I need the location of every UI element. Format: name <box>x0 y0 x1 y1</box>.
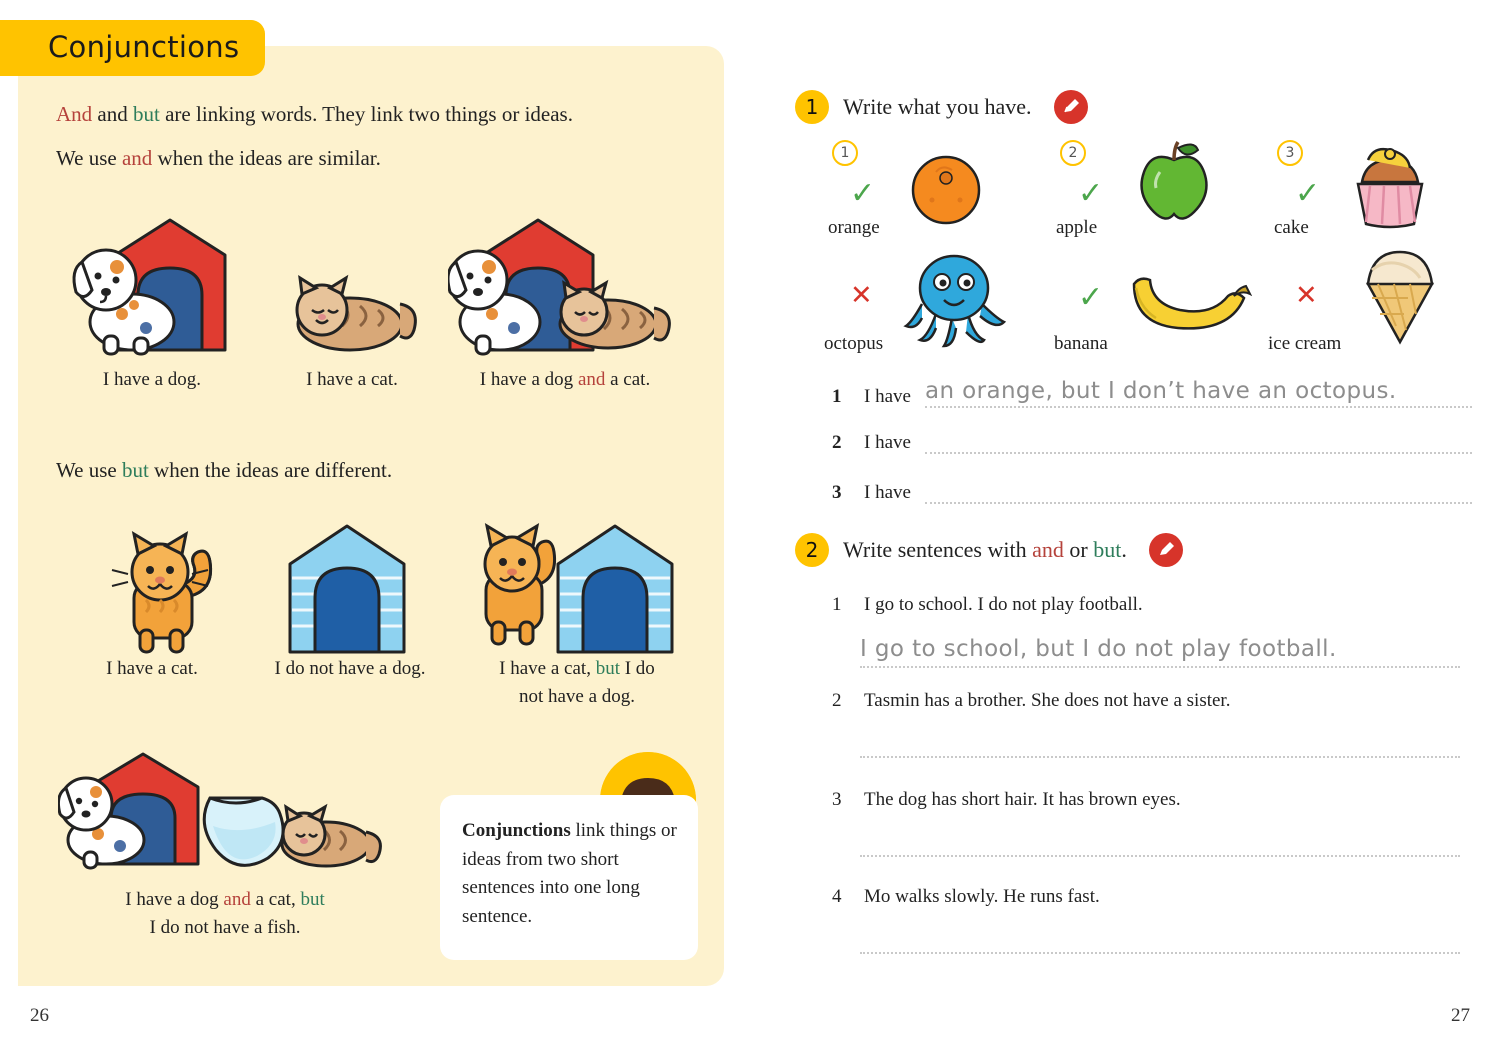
page-number-right: 27 <box>1451 1005 1470 1026</box>
q2-item-2-prompt: Tasmin has a brother. She does not have a sister. <box>864 690 1231 711</box>
item-4-cross-icon: ✕ <box>850 280 873 311</box>
q1-answer-2-input[interactable] <box>925 428 1472 454</box>
fact-box <box>440 795 698 960</box>
item-1-label: orange <box>828 217 880 238</box>
kw-and-2: and <box>121 146 153 170</box>
intro-line-3 <box>56 458 392 483</box>
q2-kw-but: but <box>1093 537 1122 562</box>
item-1-number: 1 <box>832 140 858 166</box>
q1-answer-row-2[interactable] <box>832 428 1472 454</box>
question-1-header <box>795 90 1088 124</box>
orange-icon <box>898 148 994 226</box>
cat-and-empty-kennel-illustration <box>470 516 680 658</box>
q2-item-3-input[interactable] <box>860 855 1460 857</box>
q1-answer-3-input[interactable] <box>925 478 1472 504</box>
kw-but-3: but <box>595 658 620 679</box>
intro2-a: We use <box>56 146 122 170</box>
row2-caption-3 <box>452 655 702 710</box>
q2-item-4-number: 4 <box>832 886 842 907</box>
q2-item-4-prompt: Mo walks slowly. He runs fast. <box>864 886 1100 907</box>
pencil-icon-2 <box>1149 533 1183 567</box>
q1-answer-1-written: an orange, but I don’t have an octopus. <box>924 378 1397 404</box>
page-number-left: 26 <box>30 1005 49 1026</box>
sleeping-cat-illustration <box>280 262 420 357</box>
empty-blue-kennel-illustration <box>282 516 412 658</box>
row3-caption <box>60 886 390 941</box>
q2-item-1-input[interactable] <box>860 636 1460 668</box>
item-3-label: cake <box>1274 217 1309 238</box>
banana-icon <box>1126 262 1252 334</box>
q2-text-end: . <box>1121 537 1127 562</box>
row1-cap3-b: a cat. <box>605 369 651 390</box>
question-1-text: Write what you have. <box>843 94 1032 119</box>
q2-item-1-number: 1 <box>832 594 842 615</box>
row1-caption-3 <box>440 366 690 394</box>
item-2-number: 2 <box>1060 140 1086 166</box>
q2-kw-and: and <box>1032 537 1064 562</box>
page-title-text: Conjunctions <box>48 30 240 64</box>
q1-answer-1-stem: I have <box>864 386 911 407</box>
q1-answer-3-stem: I have <box>864 482 911 503</box>
item-3-tick-icon: ✓ <box>1295 176 1321 211</box>
kw-but: but <box>133 102 160 126</box>
row3-cap-b: a cat, <box>250 889 301 910</box>
right-page <box>750 0 1500 1061</box>
row3-cap-c: I do not have a fish. <box>149 916 301 938</box>
row3-cap-a: I have a dog <box>125 889 224 910</box>
item-6-label: ice cream <box>1268 333 1342 354</box>
standing-cat-illustration <box>98 530 218 660</box>
intro-line-1 <box>56 98 696 131</box>
dog-in-kennel-illustration <box>60 210 240 360</box>
item-5-label: banana <box>1054 333 1108 354</box>
item-6-cross-icon: ✕ <box>1295 280 1318 311</box>
q2-text-or: or <box>1063 537 1094 562</box>
kw-and-4: and <box>223 889 251 910</box>
item-1-tick-icon: ✓ <box>850 176 876 211</box>
row1-cap3-a: I have a dog <box>479 369 578 390</box>
q1-answer-row-3[interactable] <box>832 478 1472 504</box>
fact-box-keyword: Conjunctions <box>462 820 571 841</box>
row2-cap3-b: I do <box>619 658 655 679</box>
q2-item-1-written: I go to school, but I do not play football. <box>860 636 1337 662</box>
intro3-a: We use <box>56 458 122 482</box>
q2-item-1-prompt: I go to school. I do not play football. <box>864 594 1143 615</box>
kw-but-2: but <box>121 458 149 482</box>
intro2-b: when the ideas are similar. <box>152 146 381 170</box>
row1-caption-1: I have a dog. <box>102 369 202 390</box>
kw-and-3: and <box>577 369 606 390</box>
item-5-tick-icon: ✓ <box>1078 280 1104 315</box>
item-3-number: 3 <box>1277 140 1303 166</box>
apple-icon <box>1126 138 1222 226</box>
question-2-number: 2 <box>795 533 829 567</box>
ice-cream-icon <box>1350 240 1450 350</box>
kw-and: And <box>56 102 93 126</box>
intro-text-b: are linking words. They link two things or ideas. <box>159 102 573 126</box>
row2-caption-1: I have a cat. <box>106 658 198 679</box>
pencil-icon <box>1054 90 1088 124</box>
q2-item-4-input[interactable] <box>860 952 1460 954</box>
row1-caption-2: I have a cat. <box>306 369 398 390</box>
item-2-tick-icon: ✓ <box>1078 176 1104 211</box>
intro-text-a: and <box>92 102 133 126</box>
q2-text-a: Write sentences with <box>843 537 1033 562</box>
q2-item-2-input[interactable] <box>860 756 1460 758</box>
row2-caption-2: I do not have a dog. <box>274 658 426 679</box>
row2-cap3-c: not have a dog. <box>518 685 636 707</box>
intro-line-2 <box>56 146 381 171</box>
q1-answer-1-input[interactable] <box>925 378 1472 408</box>
question-2-text <box>843 537 1127 563</box>
intro3-b: when the ideas are different. <box>148 458 393 482</box>
kw-but-4: but <box>300 889 325 910</box>
fact-box-text: link things or ideas from two short sentences into one long sentence. <box>462 820 677 927</box>
q2-item-2-number: 2 <box>832 690 842 711</box>
q2-item-3-prompt: The dog has short hair. It has brown eyes. <box>864 789 1181 810</box>
q1-answer-2-number: 2 <box>832 432 842 453</box>
page-title <box>0 20 265 76</box>
q1-answer-1-number: 1 <box>832 386 842 407</box>
dog-fishbowl-cat-illustration <box>58 752 388 874</box>
octopus-icon <box>900 248 1010 352</box>
item-2-label: apple <box>1056 217 1098 238</box>
q1-answer-3-number: 3 <box>832 482 842 503</box>
item-4-label: octopus <box>824 333 884 354</box>
row2-cap3-a: I have a cat, <box>499 658 596 679</box>
question-2-header <box>795 533 1183 567</box>
question-1-number: 1 <box>795 90 829 124</box>
cupcake-icon <box>1338 136 1442 230</box>
q1-answer-2-stem: I have <box>864 432 911 453</box>
q1-answer-row-1[interactable] <box>832 378 1472 408</box>
dog-and-cat-illustration <box>448 210 678 360</box>
q2-item-3-number: 3 <box>832 789 842 810</box>
